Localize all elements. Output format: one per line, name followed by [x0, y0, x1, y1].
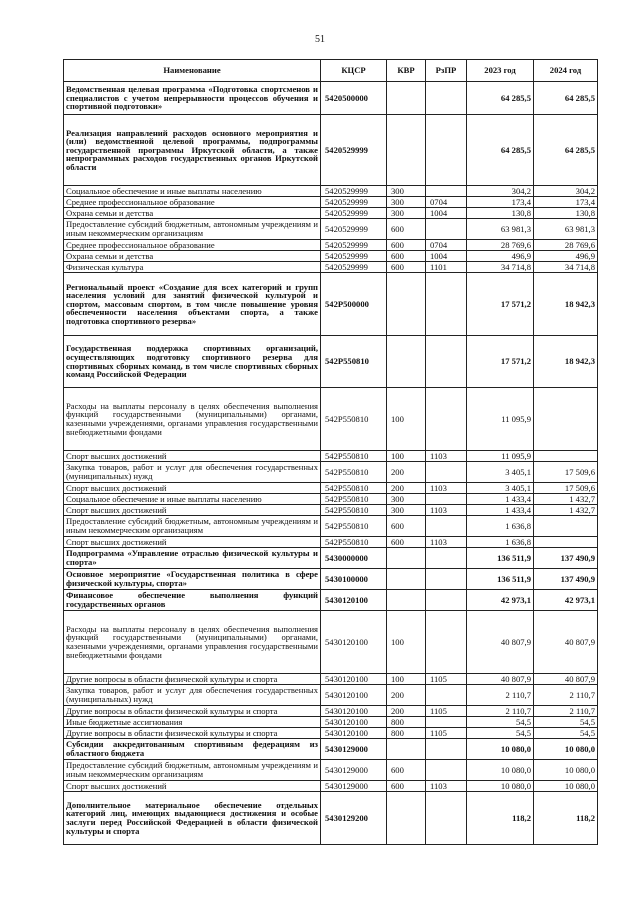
- cell-y2023: 11 095,9: [467, 451, 534, 462]
- cell-kcsr: 5420529999: [321, 115, 387, 186]
- table-row: [64, 537, 598, 548]
- cell-name: Спорт высших достижений: [64, 505, 321, 516]
- cell-rzpr: [426, 792, 467, 845]
- cell-y2023: 54,5: [467, 717, 534, 728]
- cell-y2023: 173,4: [467, 197, 534, 208]
- cell-y2023: 1 636,8: [467, 537, 534, 548]
- cell-kvr: 600: [387, 516, 426, 537]
- cell-y2023: 64 285,5: [467, 82, 534, 115]
- cell-y2024: 18 942,3: [534, 336, 598, 388]
- table-row: [64, 590, 598, 611]
- cell-y2024: 130,8: [534, 208, 598, 219]
- cell-name: Расходы на выплаты персоналу в целях обеспечения выполнения функций государственными (муниципальными) органами, казенными учреждениями, органами управления государственными внебюджетными фондами: [64, 388, 321, 451]
- table-row: [64, 674, 598, 685]
- cell-kcsr: 542P500000: [321, 273, 387, 336]
- cell-name: Предоставление субсидий бюджетным, автономным учреждениям и иным некоммерческим организациям: [64, 516, 321, 537]
- cell-name: Реализация направлений расходов основного мероприятия и (или) ведомственной целевой программы, подпрограммы государственной программы Иркутской области, а также непрограммных расходов государственных органов Иркутской области: [64, 115, 321, 186]
- table-row: [64, 739, 598, 760]
- cell-name: Основное мероприятие «Государственная политика в сфере физической культуры, спорта»: [64, 569, 321, 590]
- cell-name: Закупка товаров, работ и услуг для обеспечения государственных (муниципальных) нужд: [64, 685, 321, 706]
- cell-kvr: 800: [387, 717, 426, 728]
- cell-y2024: 1 432,7: [534, 494, 598, 505]
- cell-name: Спорт высших достижений: [64, 537, 321, 548]
- cell-name: Подпрограмма «Управление отраслью физической культуры и спорта»: [64, 548, 321, 569]
- cell-y2023: 40 807,9: [467, 674, 534, 685]
- cell-kcsr: 542P550810: [321, 451, 387, 462]
- table-row: [64, 115, 598, 186]
- cell-name: Спорт высших достижений: [64, 781, 321, 792]
- cell-kvr: 300: [387, 197, 426, 208]
- table-row: [64, 792, 598, 845]
- cell-kcsr: 542P550810: [321, 483, 387, 494]
- cell-y2024: 304,2: [534, 186, 598, 197]
- cell-kvr: 600: [387, 781, 426, 792]
- table-body: [64, 82, 598, 845]
- table-row: [64, 388, 598, 451]
- cell-kcsr: 5420529999: [321, 219, 387, 240]
- cell-kcsr: 5420529999: [321, 262, 387, 273]
- cell-rzpr: 0704: [426, 240, 467, 251]
- cell-kvr: [387, 739, 426, 760]
- cell-rzpr: 1103: [426, 483, 467, 494]
- header-kcsr: КЦСР: [321, 60, 387, 82]
- cell-y2024: 10 080,0: [534, 781, 598, 792]
- cell-kvr: [387, 792, 426, 845]
- cell-y2024: [534, 388, 598, 451]
- cell-kvr: 300: [387, 208, 426, 219]
- cell-y2023: 34 714,8: [467, 262, 534, 273]
- cell-name: Предоставление субсидий бюджетным, автономным учреждениям и иным некоммерческим организациям: [64, 760, 321, 781]
- table-row: [64, 251, 598, 262]
- cell-name: Предоставление субсидий бюджетным, автономным учреждениям и иным некоммерческим организациям: [64, 219, 321, 240]
- cell-name: Охрана семьи и детства: [64, 251, 321, 262]
- page-number: 51: [315, 34, 325, 45]
- table-row: [64, 186, 598, 197]
- cell-name: Ведомственная целевая программа «Подготовка спортсменов и специалистов с учетом непрерывности процессов обучения и спортивной подготовки»: [64, 82, 321, 115]
- cell-y2024: [534, 537, 598, 548]
- cell-y2023: 11 095,9: [467, 388, 534, 451]
- cell-y2023: 10 080,0: [467, 781, 534, 792]
- cell-y2024: 1 432,7: [534, 505, 598, 516]
- cell-kcsr: 542P550810: [321, 336, 387, 388]
- cell-y2023: 17 571,2: [467, 273, 534, 336]
- cell-kvr: 800: [387, 728, 426, 739]
- cell-y2023: 63 981,3: [467, 219, 534, 240]
- cell-name: Финансовое обеспечение выполнения функций государственных органов: [64, 590, 321, 611]
- cell-kcsr: 5420529999: [321, 197, 387, 208]
- cell-kvr: 100: [387, 451, 426, 462]
- cell-y2024: [534, 451, 598, 462]
- cell-y2023: 10 080,0: [467, 739, 534, 760]
- cell-y2023: 28 769,6: [467, 240, 534, 251]
- cell-kcsr: 5420529999: [321, 251, 387, 262]
- cell-name: Социальное обеспечение и иные выплаты населению: [64, 186, 321, 197]
- cell-name: Другие вопросы в области физической культуры и спорта: [64, 674, 321, 685]
- cell-y2023: 3 405,1: [467, 462, 534, 483]
- cell-name: Государственная поддержка спортивных организаций, осуществляющих подготовку спортивного резерва для спортивных сборных команд, в том числе спортивных сборных команд Российской Федерации: [64, 336, 321, 388]
- table-row: [64, 685, 598, 706]
- cell-kcsr: 542P550810: [321, 505, 387, 516]
- table-header-row: [64, 60, 598, 82]
- cell-kcsr: 542P550810: [321, 516, 387, 537]
- cell-y2024: 17 509,6: [534, 483, 598, 494]
- cell-kcsr: 5430120100: [321, 611, 387, 674]
- cell-rzpr: 1103: [426, 781, 467, 792]
- cell-rzpr: [426, 760, 467, 781]
- cell-rzpr: 1101: [426, 262, 467, 273]
- cell-kvr: 600: [387, 219, 426, 240]
- cell-kvr: 300: [387, 186, 426, 197]
- cell-y2024: 137 490,9: [534, 548, 598, 569]
- header-2023: 2023 год: [467, 60, 534, 82]
- cell-rzpr: [426, 462, 467, 483]
- cell-rzpr: [426, 115, 467, 186]
- table-row: [64, 208, 598, 219]
- cell-name: Среднее профессиональное образование: [64, 240, 321, 251]
- cell-kcsr: 542P550810: [321, 494, 387, 505]
- table-row: [64, 548, 598, 569]
- cell-y2024: 18 942,3: [534, 273, 598, 336]
- cell-rzpr: [426, 516, 467, 537]
- cell-kcsr: 5430120100: [321, 674, 387, 685]
- cell-y2023: 136 511,9: [467, 548, 534, 569]
- cell-y2023: 54,5: [467, 728, 534, 739]
- cell-kvr: 600: [387, 760, 426, 781]
- cell-y2023: 1 433,4: [467, 505, 534, 516]
- cell-kvr: 600: [387, 262, 426, 273]
- table-row: [64, 611, 598, 674]
- cell-y2024: 54,5: [534, 717, 598, 728]
- cell-kvr: [387, 590, 426, 611]
- table-row: [64, 483, 598, 494]
- cell-y2024: 137 490,9: [534, 569, 598, 590]
- cell-y2024: 34 714,8: [534, 262, 598, 273]
- cell-kcsr: 5430120100: [321, 717, 387, 728]
- cell-kcsr: 5430120100: [321, 685, 387, 706]
- cell-rzpr: 1105: [426, 728, 467, 739]
- cell-name: Среднее профессиональное образование: [64, 197, 321, 208]
- cell-kvr: [387, 82, 426, 115]
- cell-kcsr: 5420529999: [321, 186, 387, 197]
- cell-y2024: 10 080,0: [534, 760, 598, 781]
- cell-rzpr: 1004: [426, 208, 467, 219]
- table-row: [64, 219, 598, 240]
- cell-kvr: 100: [387, 674, 426, 685]
- cell-name: Спорт высших достижений: [64, 451, 321, 462]
- cell-y2024: 64 285,5: [534, 115, 598, 186]
- table-row: [64, 494, 598, 505]
- cell-rzpr: 1004: [426, 251, 467, 262]
- cell-kvr: 200: [387, 483, 426, 494]
- cell-kcsr: 5430000000: [321, 548, 387, 569]
- cell-kcsr: 5420500000: [321, 82, 387, 115]
- cell-rzpr: [426, 388, 467, 451]
- cell-y2023: 2 110,7: [467, 685, 534, 706]
- cell-rzpr: [426, 494, 467, 505]
- cell-kvr: 600: [387, 537, 426, 548]
- cell-kvr: [387, 548, 426, 569]
- cell-y2023: 42 973,1: [467, 590, 534, 611]
- header-name: Наименование: [64, 60, 321, 82]
- cell-name: Расходы на выплаты персоналу в целях обеспечения выполнения функций государственными (муниципальными) органами, казенными учреждениями, органами управления государственными внебюджетными фондами: [64, 611, 321, 674]
- cell-rzpr: [426, 219, 467, 240]
- cell-y2024: 64 285,5: [534, 82, 598, 115]
- cell-kvr: [387, 336, 426, 388]
- cell-rzpr: [426, 548, 467, 569]
- cell-y2024: 2 110,7: [534, 706, 598, 717]
- table-row: [64, 706, 598, 717]
- cell-rzpr: [426, 273, 467, 336]
- cell-kvr: 200: [387, 462, 426, 483]
- cell-kvr: [387, 569, 426, 590]
- cell-rzpr: [426, 590, 467, 611]
- cell-name: Субсидии аккредитованным спортивным федерациям из областного бюджета: [64, 739, 321, 760]
- cell-rzpr: 1103: [426, 537, 467, 548]
- cell-kcsr: 5430129000: [321, 739, 387, 760]
- cell-name: Дополнительное материальное обеспечение отдельных категорий лиц, имеющих выдающиеся достижения и особые заслуги перед Российской Федерацией в области физической культуры и спорта: [64, 792, 321, 845]
- cell-kcsr: 5430120100: [321, 728, 387, 739]
- cell-rzpr: [426, 739, 467, 760]
- cell-kvr: 200: [387, 685, 426, 706]
- cell-y2023: 1 636,8: [467, 516, 534, 537]
- cell-y2023: 40 807,9: [467, 611, 534, 674]
- cell-y2024: 63 981,3: [534, 219, 598, 240]
- cell-rzpr: [426, 685, 467, 706]
- table-row: [64, 728, 598, 739]
- table-row: [64, 451, 598, 462]
- cell-kcsr: 5430100000: [321, 569, 387, 590]
- table-row: [64, 82, 598, 115]
- cell-name: Закупка товаров, работ и услуг для обеспечения государственных (муниципальных) нужд: [64, 462, 321, 483]
- cell-kcsr: 5430129000: [321, 760, 387, 781]
- cell-rzpr: [426, 186, 467, 197]
- cell-kcsr: 5420529999: [321, 208, 387, 219]
- cell-kcsr: 5430120100: [321, 590, 387, 611]
- cell-y2024: 173,4: [534, 197, 598, 208]
- cell-y2024: 54,5: [534, 728, 598, 739]
- cell-y2024: 28 769,6: [534, 240, 598, 251]
- cell-y2024: 42 973,1: [534, 590, 598, 611]
- cell-y2023: 17 571,2: [467, 336, 534, 388]
- cell-kvr: 100: [387, 388, 426, 451]
- cell-name: Региональный проект «Создание для всех категорий и групп населения условий для занятий физической культурой и спортом, массовым спортом, в том числе повышение уровня обеспеченности населения объектами спорта, а также подготовка спортивного резерва»: [64, 273, 321, 336]
- table-row: [64, 197, 598, 208]
- cell-kcsr: 542P550810: [321, 462, 387, 483]
- cell-rzpr: [426, 336, 467, 388]
- header-2024: 2024 год: [534, 60, 598, 82]
- cell-y2024: 118,2: [534, 792, 598, 845]
- cell-y2023: 1 433,4: [467, 494, 534, 505]
- cell-name: Другие вопросы в области физической культуры и спорта: [64, 728, 321, 739]
- cell-y2023: 130,8: [467, 208, 534, 219]
- cell-rzpr: [426, 569, 467, 590]
- cell-kvr: 300: [387, 505, 426, 516]
- cell-name: Физическая культура: [64, 262, 321, 273]
- cell-name: Социальное обеспечение и иные выплаты населению: [64, 494, 321, 505]
- cell-y2023: 3 405,1: [467, 483, 534, 494]
- cell-rzpr: 1103: [426, 451, 467, 462]
- table-row: [64, 781, 598, 792]
- cell-y2024: 2 110,7: [534, 685, 598, 706]
- cell-y2023: 2 110,7: [467, 706, 534, 717]
- table-row: [64, 569, 598, 590]
- cell-kcsr: 542P550810: [321, 537, 387, 548]
- cell-rzpr: [426, 611, 467, 674]
- table-row: [64, 462, 598, 483]
- cell-y2023: 10 080,0: [467, 760, 534, 781]
- cell-y2024: 496,9: [534, 251, 598, 262]
- cell-name: Спорт высших достижений: [64, 483, 321, 494]
- cell-kcsr: 542P550810: [321, 388, 387, 451]
- cell-kvr: 200: [387, 706, 426, 717]
- cell-rzpr: 0704: [426, 197, 467, 208]
- table-row: [64, 273, 598, 336]
- cell-rzpr: [426, 82, 467, 115]
- table-row: [64, 262, 598, 273]
- cell-kcsr: 5430129200: [321, 792, 387, 845]
- header-rzpr: РзПР: [426, 60, 467, 82]
- cell-kvr: [387, 115, 426, 186]
- cell-rzpr: 1105: [426, 674, 467, 685]
- cell-y2023: 118,2: [467, 792, 534, 845]
- cell-kcsr: 5430120100: [321, 706, 387, 717]
- cell-kvr: 300: [387, 494, 426, 505]
- header-kvr: КВР: [387, 60, 426, 82]
- cell-rzpr: 1105: [426, 706, 467, 717]
- cell-y2023: 496,9: [467, 251, 534, 262]
- cell-kvr: 100: [387, 611, 426, 674]
- cell-kcsr: 5430129000: [321, 781, 387, 792]
- cell-name: Охрана семьи и детства: [64, 208, 321, 219]
- cell-kvr: 600: [387, 240, 426, 251]
- table-row: [64, 505, 598, 516]
- cell-rzpr: [426, 717, 467, 728]
- cell-y2024: 10 080,0: [534, 739, 598, 760]
- cell-y2023: 304,2: [467, 186, 534, 197]
- cell-y2024: 40 807,9: [534, 674, 598, 685]
- table-row: [64, 516, 598, 537]
- cell-name: Другие вопросы в области физической культуры и спорта: [64, 706, 321, 717]
- cell-kvr: 600: [387, 251, 426, 262]
- table-row: [64, 717, 598, 728]
- cell-y2023: 136 511,9: [467, 569, 534, 590]
- cell-y2023: 64 285,5: [467, 115, 534, 186]
- cell-rzpr: 1103: [426, 505, 467, 516]
- table-row: [64, 336, 598, 388]
- cell-y2024: 40 807,9: [534, 611, 598, 674]
- cell-name: Иные бюджетные ассигнования: [64, 717, 321, 728]
- cell-kvr: [387, 273, 426, 336]
- table-row: [64, 240, 598, 251]
- cell-y2024: 17 509,6: [534, 462, 598, 483]
- cell-kcsr: 5420529999: [321, 240, 387, 251]
- table-row: [64, 760, 598, 781]
- budget-table: [63, 59, 598, 845]
- cell-y2024: [534, 516, 598, 537]
